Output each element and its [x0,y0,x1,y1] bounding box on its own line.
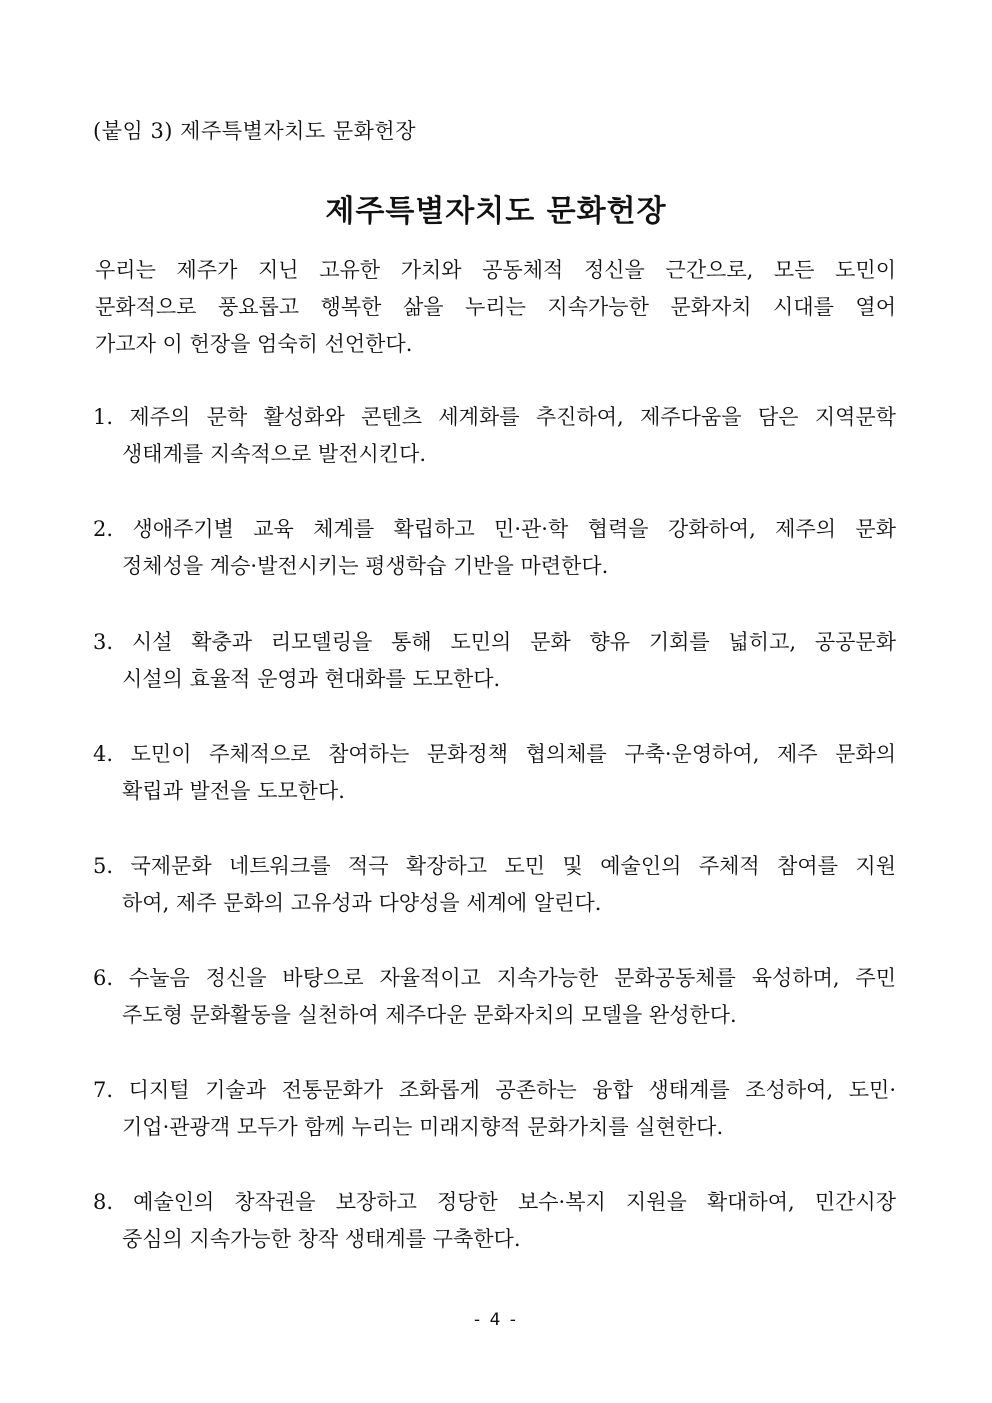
article-line: 주도형 문화활동을 실천하여 제주다운 문화자치의 모델을 완성한다. [122,1003,737,1027]
article-line: 7. 디지털 기술과 전통문화가 조화롭게 공존하는 융합 생태계를 조성하여, 도민· [93,1078,896,1102]
article-line: 8. 예술인의 창작권을 보장하고 정당한 보수·복지 지원을 확대하여, 민간시장 [93,1190,896,1214]
article-6 [93,960,896,1034]
page-number: - 4 - [474,1310,518,1330]
article-2 [93,511,896,585]
article-line: 6. 수눌음 정신을 바탕으로 자율적이고 지속가능한 문화공동체를 육성하며, 주민 [93,966,896,990]
article-line: 3. 시설 확충과 리모델링을 통해 도민의 문화 향유 기회를 넓히고, 공공문화 [93,630,896,654]
article-line: 시설의 효율적 운영과 현대화를 도모한다. [122,667,501,691]
article-line: 4. 도민이 주체적으로 참여하는 문화정책 협의체를 구축·운영하여, 제주 문화의 [93,742,896,766]
preamble-paragraph [95,252,896,363]
preamble-line: 가고자 이 헌장을 엄숙히 선언한다. [95,332,413,356]
article-line: 중심의 지속가능한 창작 생태계를 구축한다. [122,1227,521,1251]
article-3 [93,624,896,698]
article-line: 정체성을 계승·발전시키는 평생학습 기반을 마련한다. [122,554,609,578]
article-1 [93,399,896,473]
article-line: 1. 제주의 문학 활성화와 콘텐츠 세계화를 추진하여, 제주다움을 담은 지역문학 [93,405,896,429]
article-8 [93,1184,896,1258]
article-line: 생태계를 지속적으로 발전시킨다. [122,442,427,466]
article-line: 기업·관광객 모두가 함께 누리는 미래지향적 문화가치를 실현한다. [122,1115,724,1139]
preamble-line: 문화적으로 풍요롭고 행복한 삶을 누리는 지속가능한 문화자치 시대를 열어 [95,295,896,319]
document-title: 제주특별자치도 문화헌장 [325,194,667,229]
article-line: 확립과 발전을 도모한다. [122,779,345,803]
preamble-line: 우리는 제주가 지닌 고유한 가치와 공동체적 정신을 근간으로, 모든 도민이 [95,258,896,282]
article-line: 하여, 제주 문화의 고유성과 다양성을 세계에 알린다. [122,891,602,915]
article-4 [93,736,896,810]
attachment-label: (붙임 3) 제주특별자치도 문화헌장 [93,119,416,143]
article-line: 2. 생애주기별 교육 체계를 확립하고 민·관·학 협력을 강화하여, 제주의 문화 [93,517,896,541]
article-7 [93,1072,896,1146]
article-line: 5. 국제문화 네트워크를 적극 확장하고 도민 및 예술인의 주체적 참여를 지원 [93,854,896,878]
article-5 [93,848,896,922]
